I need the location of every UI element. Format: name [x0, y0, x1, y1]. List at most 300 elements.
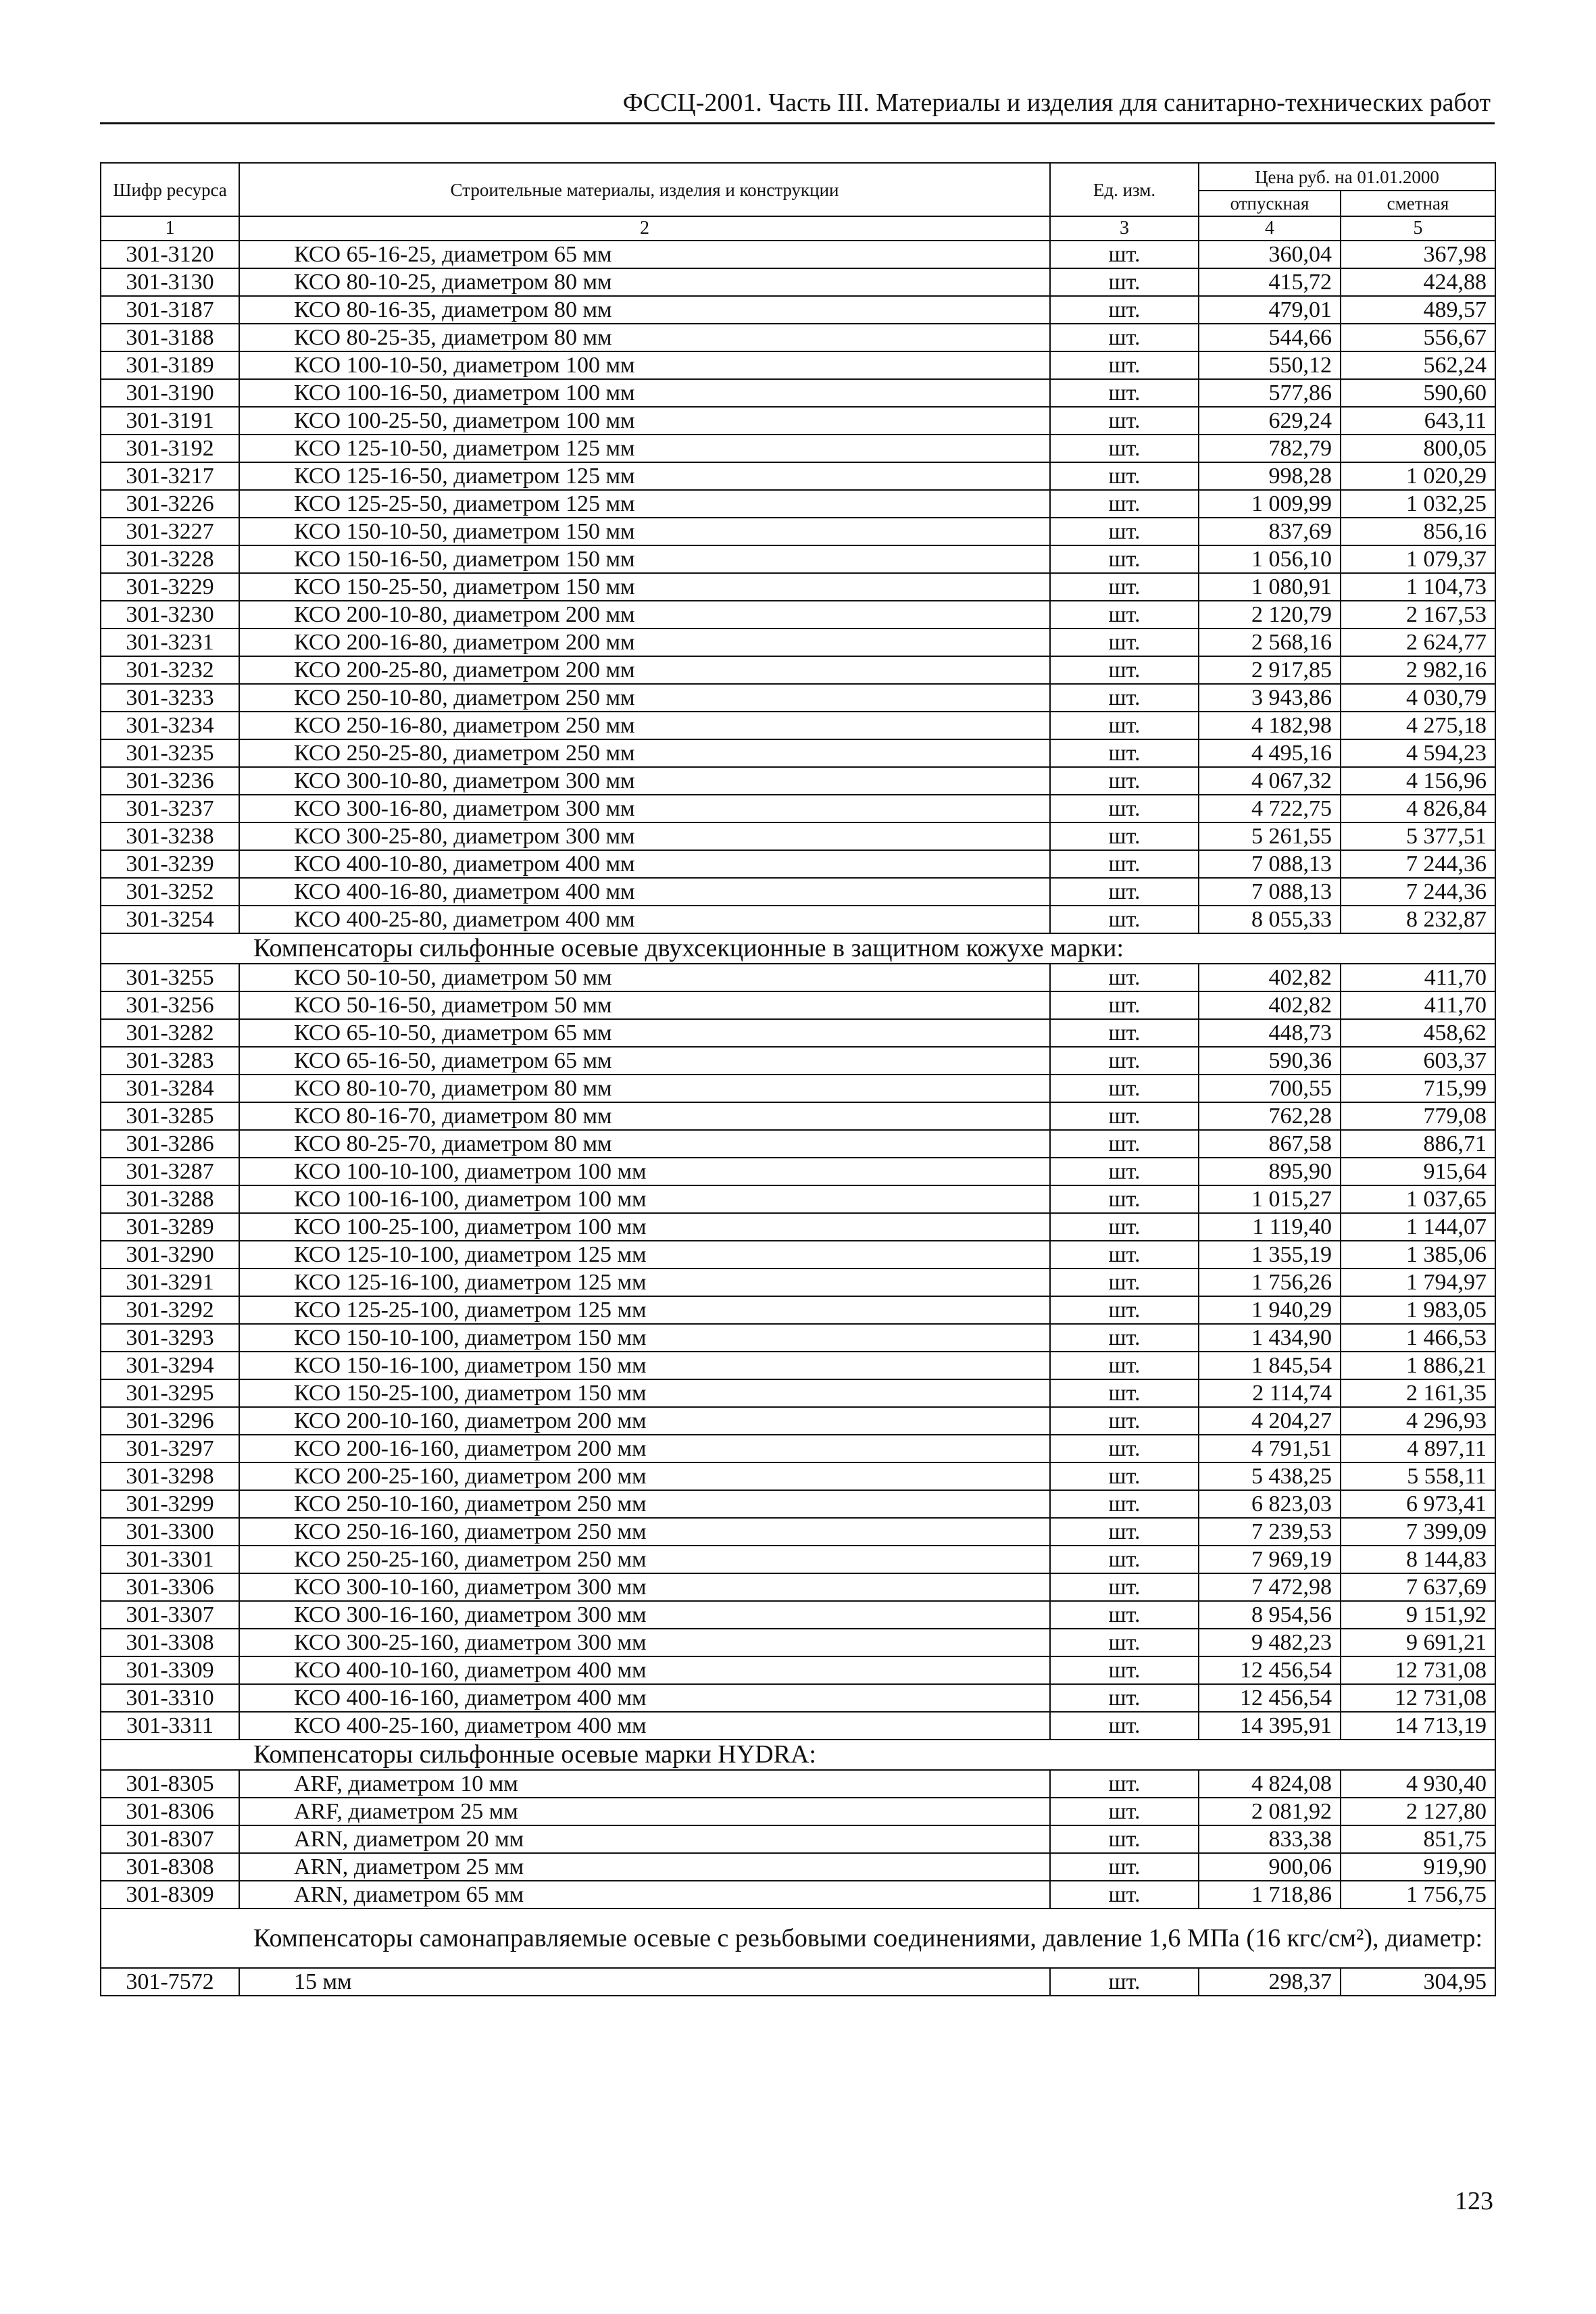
unit-cell: шт. — [1050, 324, 1199, 351]
unit-cell: шт. — [1050, 1324, 1199, 1352]
release-price-cell: 2 568,16 — [1199, 629, 1341, 656]
release-price-cell: 544,66 — [1199, 324, 1341, 351]
unit-cell: шт. — [1050, 1853, 1199, 1881]
resource-code-cell: 301-3229 — [101, 573, 239, 601]
resource-code-cell: 301-3254 — [101, 906, 239, 933]
resource-code-cell: 301-3310 — [101, 1684, 239, 1712]
unit-cell: шт. — [1050, 1241, 1199, 1269]
material-name-cell: КСО 100-10-50, диаметром 100 мм — [239, 351, 1050, 379]
unit-cell: шт. — [1050, 490, 1199, 518]
unit-cell: шт. — [1050, 241, 1199, 268]
estimate-price-cell: 851,75 — [1341, 1825, 1495, 1853]
table-row — [101, 1462, 1495, 1490]
release-price-cell: 3 943,86 — [1199, 684, 1341, 712]
material-name-cell: КСО 80-16-70, диаметром 80 мм — [239, 1102, 1050, 1130]
table-row — [101, 1712, 1495, 1740]
material-name-cell: КСО 200-16-80, диаметром 200 мм — [239, 629, 1050, 656]
table-row — [101, 1269, 1495, 1296]
resource-code-cell: 301-3231 — [101, 629, 239, 656]
release-price-cell: 402,82 — [1199, 964, 1341, 991]
material-name-cell: КСО 65-16-25, диаметром 65 мм — [239, 241, 1050, 268]
resource-code-cell: 301-3217 — [101, 462, 239, 490]
table-row — [101, 1629, 1495, 1656]
material-name-cell: КСО 80-25-35, диаметром 80 мм — [239, 324, 1050, 351]
release-price-cell: 1 080,91 — [1199, 573, 1341, 601]
resource-code-cell: 301-3311 — [101, 1712, 239, 1740]
release-price-cell: 14 395,91 — [1199, 1712, 1341, 1740]
unit-cell: шт. — [1050, 435, 1199, 462]
material-name-cell: КСО 100-10-100, диаметром 100 мм — [239, 1158, 1050, 1185]
header-unit: Ед. изм. — [1050, 163, 1199, 216]
estimate-price-cell: 489,57 — [1341, 296, 1495, 324]
table-row — [101, 462, 1495, 490]
material-name-cell: КСО 150-16-100, диаметром 150 мм — [239, 1352, 1050, 1379]
release-price-cell: 590,36 — [1199, 1047, 1341, 1075]
material-name-cell: КСО 200-16-160, диаметром 200 мм — [239, 1435, 1050, 1462]
release-price-cell: 5 438,25 — [1199, 1462, 1341, 1490]
release-price-cell: 900,06 — [1199, 1853, 1341, 1881]
material-name-cell: КСО 80-16-35, диаметром 80 мм — [239, 296, 1050, 324]
unit-cell: шт. — [1050, 795, 1199, 822]
table-row — [101, 1770, 1495, 1798]
table-row — [101, 1435, 1495, 1462]
unit-cell: шт. — [1050, 518, 1199, 545]
unit-cell: шт. — [1050, 629, 1199, 656]
release-price-cell: 8 055,33 — [1199, 906, 1341, 933]
estimate-price-cell: 856,16 — [1341, 518, 1495, 545]
material-name-cell: КСО 250-16-80, диаметром 250 мм — [239, 712, 1050, 739]
release-price-cell: 782,79 — [1199, 435, 1341, 462]
resource-code-cell: 301-3189 — [101, 351, 239, 379]
estimate-price-cell: 2 982,16 — [1341, 656, 1495, 684]
table-row — [101, 1379, 1495, 1407]
table-row — [101, 351, 1495, 379]
resource-code-cell: 301-8306 — [101, 1798, 239, 1825]
material-name-cell: КСО 150-25-50, диаметром 150 мм — [239, 573, 1050, 601]
table-row — [101, 1573, 1495, 1601]
resource-code-cell: 301-3282 — [101, 1019, 239, 1047]
table-row — [101, 1684, 1495, 1712]
release-price-cell: 7 472,98 — [1199, 1573, 1341, 1601]
material-name-cell: КСО 150-25-100, диаметром 150 мм — [239, 1379, 1050, 1407]
release-price-cell: 4 722,75 — [1199, 795, 1341, 822]
resource-code-cell: 301-3286 — [101, 1130, 239, 1158]
material-name-cell: КСО 125-25-50, диаметром 125 мм — [239, 490, 1050, 518]
column-number: 5 — [1341, 216, 1495, 241]
table-row — [101, 241, 1495, 268]
resource-code-cell: 301-3289 — [101, 1213, 239, 1241]
column-number: 4 — [1199, 216, 1341, 241]
resource-code-cell: 301-3228 — [101, 545, 239, 573]
estimate-price-cell: 915,64 — [1341, 1158, 1495, 1185]
material-name-cell: КСО 400-25-160, диаметром 400 мм — [239, 1712, 1050, 1740]
unit-cell: шт. — [1050, 462, 1199, 490]
estimate-price-cell: 4 897,11 — [1341, 1435, 1495, 1462]
table-row — [101, 490, 1495, 518]
release-price-cell: 4 791,51 — [1199, 1435, 1341, 1462]
resource-code-cell: 301-3130 — [101, 268, 239, 296]
table-header-row — [101, 163, 1495, 191]
material-name-cell: КСО 125-10-100, диаметром 125 мм — [239, 1241, 1050, 1269]
estimate-price-cell: 4 594,23 — [1341, 739, 1495, 767]
estimate-price-cell: 4 930,40 — [1341, 1770, 1495, 1798]
resource-code-cell: 301-3237 — [101, 795, 239, 822]
estimate-price-cell: 8 144,83 — [1341, 1546, 1495, 1573]
table-row — [101, 1047, 1495, 1075]
release-price-cell: 12 456,54 — [1199, 1656, 1341, 1684]
release-price-cell: 9 482,23 — [1199, 1629, 1341, 1656]
estimate-price-cell: 8 232,87 — [1341, 906, 1495, 933]
unit-cell: шт. — [1050, 1352, 1199, 1379]
release-price-cell: 700,55 — [1199, 1075, 1341, 1102]
estimate-price-cell: 1 756,75 — [1341, 1881, 1495, 1909]
header-rule — [100, 122, 1495, 124]
material-name-cell: ARF, диаметром 10 мм — [239, 1770, 1050, 1798]
unit-cell: шт. — [1050, 1407, 1199, 1435]
estimate-price-cell: 7 399,09 — [1341, 1518, 1495, 1546]
estimate-price-cell: 1 886,21 — [1341, 1352, 1495, 1379]
resource-code-cell: 301-3293 — [101, 1324, 239, 1352]
table-row — [101, 1185, 1495, 1213]
material-name-cell: КСО 80-25-70, диаметром 80 мм — [239, 1130, 1050, 1158]
table-row — [101, 1158, 1495, 1185]
release-price-cell: 1 845,54 — [1199, 1352, 1341, 1379]
table-row — [101, 1102, 1495, 1130]
release-price-cell: 360,04 — [1199, 241, 1341, 268]
unit-cell: шт. — [1050, 822, 1199, 850]
release-price-cell: 1 015,27 — [1199, 1185, 1341, 1213]
material-name-cell: ARN, диаметром 20 мм — [239, 1825, 1050, 1853]
table-row — [101, 435, 1495, 462]
unit-cell: шт. — [1050, 1462, 1199, 1490]
table-row — [101, 1352, 1495, 1379]
material-name-cell: КСО 400-16-80, диаметром 400 мм — [239, 878, 1050, 906]
unit-cell: шт. — [1050, 906, 1199, 933]
material-name-cell: КСО 300-16-80, диаметром 300 мм — [239, 795, 1050, 822]
release-price-cell: 7 088,13 — [1199, 850, 1341, 878]
unit-cell: шт. — [1050, 1379, 1199, 1407]
estimate-price-cell: 367,98 — [1341, 241, 1495, 268]
estimate-price-cell: 590,60 — [1341, 379, 1495, 407]
material-name-cell: КСО 100-16-100, диаметром 100 мм — [239, 1185, 1050, 1213]
release-price-cell: 402,82 — [1199, 991, 1341, 1019]
estimate-price-cell: 304,95 — [1341, 1968, 1495, 1996]
estimate-price-cell: 779,08 — [1341, 1102, 1495, 1130]
release-price-cell: 550,12 — [1199, 351, 1341, 379]
estimate-price-cell: 7 244,36 — [1341, 878, 1495, 906]
resource-code-cell: 301-3192 — [101, 435, 239, 462]
release-price-cell: 2 917,85 — [1199, 656, 1341, 684]
table-row — [101, 545, 1495, 573]
unit-cell: шт. — [1050, 1490, 1199, 1518]
table-row — [101, 767, 1495, 795]
table-row — [101, 906, 1495, 933]
resource-code-cell: 301-3235 — [101, 739, 239, 767]
release-price-cell: 1 756,26 — [1199, 1269, 1341, 1296]
section-title: Компенсаторы сильфонные осевые марки HYDRA: — [101, 1740, 1495, 1770]
section-heading-row — [101, 1909, 1495, 1968]
table-row — [101, 629, 1495, 656]
unit-cell: шт. — [1050, 1019, 1199, 1047]
release-price-cell: 762,28 — [1199, 1102, 1341, 1130]
material-name-cell: КСО 65-10-50, диаметром 65 мм — [239, 1019, 1050, 1047]
resource-code-cell: 301-8308 — [101, 1853, 239, 1881]
material-name-cell: КСО 50-10-50, диаметром 50 мм — [239, 964, 1050, 991]
resource-code-cell: 301-3291 — [101, 1269, 239, 1296]
estimate-price-cell: 4 156,96 — [1341, 767, 1495, 795]
resource-code-cell: 301-3307 — [101, 1601, 239, 1629]
resource-code-cell: 301-3230 — [101, 601, 239, 629]
table-row — [101, 850, 1495, 878]
release-price-cell: 998,28 — [1199, 462, 1341, 490]
release-price-cell: 1 940,29 — [1199, 1296, 1341, 1324]
table-row — [101, 573, 1495, 601]
unit-cell: шт. — [1050, 601, 1199, 629]
estimate-price-cell: 919,90 — [1341, 1853, 1495, 1881]
estimate-price-cell: 1 079,37 — [1341, 545, 1495, 573]
resource-code-cell: 301-3300 — [101, 1518, 239, 1546]
release-price-cell: 1 119,40 — [1199, 1213, 1341, 1241]
unit-cell: шт. — [1050, 1798, 1199, 1825]
table-row — [101, 1546, 1495, 1573]
resource-code-cell: 301-3287 — [101, 1158, 239, 1185]
table-row — [101, 1407, 1495, 1435]
header-price: Цена руб. на 01.01.2000 — [1199, 163, 1495, 191]
table-row — [101, 1075, 1495, 1102]
material-name-cell: КСО 300-25-80, диаметром 300 мм — [239, 822, 1050, 850]
resource-code-cell: 301-3283 — [101, 1047, 239, 1075]
release-price-cell: 629,24 — [1199, 407, 1341, 435]
release-price-cell: 4 204,27 — [1199, 1407, 1341, 1435]
table-row — [101, 1825, 1495, 1853]
release-price-cell: 4 182,98 — [1199, 712, 1341, 739]
estimate-price-cell: 603,37 — [1341, 1047, 1495, 1075]
material-name-cell: КСО 400-10-160, диаметром 400 мм — [239, 1656, 1050, 1684]
table-row — [101, 518, 1495, 545]
resource-code-cell: 301-3226 — [101, 490, 239, 518]
estimate-price-cell: 1 794,97 — [1341, 1269, 1495, 1296]
release-price-cell: 4 495,16 — [1199, 739, 1341, 767]
material-name-cell: КСО 50-16-50, диаметром 50 мм — [239, 991, 1050, 1019]
release-price-cell: 12 456,54 — [1199, 1684, 1341, 1712]
material-name-cell: КСО 400-25-80, диаметром 400 мм — [239, 906, 1050, 933]
unit-cell: шт. — [1050, 1102, 1199, 1130]
estimate-price-cell: 1 032,25 — [1341, 490, 1495, 518]
unit-cell: шт. — [1050, 1601, 1199, 1629]
release-price-cell: 298,37 — [1199, 1968, 1341, 1996]
estimate-price-cell: 458,62 — [1341, 1019, 1495, 1047]
resource-code-cell: 301-3191 — [101, 407, 239, 435]
table-row — [101, 684, 1495, 712]
page-number: 123 — [1455, 2187, 1493, 2215]
estimate-price-cell: 562,24 — [1341, 351, 1495, 379]
table-row — [101, 1213, 1495, 1241]
resource-code-cell: 301-3188 — [101, 324, 239, 351]
table-row — [101, 1656, 1495, 1684]
resource-code-cell: 301-3233 — [101, 684, 239, 712]
material-name-cell: КСО 200-25-160, диаметром 200 мм — [239, 1462, 1050, 1490]
release-price-cell: 1 056,10 — [1199, 545, 1341, 573]
estimate-price-cell: 12 731,08 — [1341, 1656, 1495, 1684]
unit-cell: шт. — [1050, 767, 1199, 795]
unit-cell: шт. — [1050, 1770, 1199, 1798]
material-name-cell: КСО 125-16-50, диаметром 125 мм — [239, 462, 1050, 490]
table-row — [101, 601, 1495, 629]
estimate-price-cell: 4 826,84 — [1341, 795, 1495, 822]
resource-code-cell: 301-3256 — [101, 991, 239, 1019]
table-row — [101, 1601, 1495, 1629]
resource-code-cell: 301-3292 — [101, 1296, 239, 1324]
release-price-cell: 6 823,03 — [1199, 1490, 1341, 1518]
table-row — [101, 712, 1495, 739]
table-row — [101, 1241, 1495, 1269]
table-row — [101, 1296, 1495, 1324]
header-name: Строительные материалы, изделия и конструкции — [239, 163, 1050, 216]
release-price-cell: 1 009,99 — [1199, 490, 1341, 518]
release-price-cell: 1 718,86 — [1199, 1881, 1341, 1909]
estimate-price-cell: 715,99 — [1341, 1075, 1495, 1102]
material-name-cell: ARN, диаметром 25 мм — [239, 1853, 1050, 1881]
resource-code-cell: 301-3309 — [101, 1656, 239, 1684]
resource-code-cell: 301-3234 — [101, 712, 239, 739]
table-row — [101, 407, 1495, 435]
table-row — [101, 268, 1495, 296]
material-name-cell: КСО 300-25-160, диаметром 300 мм — [239, 1629, 1050, 1656]
table-row — [101, 1518, 1495, 1546]
estimate-price-cell: 1 104,73 — [1341, 573, 1495, 601]
resource-code-cell: 301-3236 — [101, 767, 239, 795]
unit-cell: шт. — [1050, 407, 1199, 435]
estimate-price-cell: 9 151,92 — [1341, 1601, 1495, 1629]
estimate-price-cell: 6 973,41 — [1341, 1490, 1495, 1518]
material-name-cell: КСО 150-16-50, диаметром 150 мм — [239, 545, 1050, 573]
release-price-cell: 2 114,74 — [1199, 1379, 1341, 1407]
unit-cell: шт. — [1050, 964, 1199, 991]
material-name-cell: КСО 100-16-50, диаметром 100 мм — [239, 379, 1050, 407]
material-name-cell: КСО 300-10-160, диаметром 300 мм — [239, 1573, 1050, 1601]
column-number: 2 — [239, 216, 1050, 241]
unit-cell: шт. — [1050, 1825, 1199, 1853]
resource-code-cell: 301-3296 — [101, 1407, 239, 1435]
unit-cell: шт. — [1050, 1546, 1199, 1573]
resource-code-cell: 301-3255 — [101, 964, 239, 991]
estimate-price-cell: 1 020,29 — [1341, 462, 1495, 490]
unit-cell: шт. — [1050, 1968, 1199, 1996]
estimate-price-cell: 12 731,08 — [1341, 1684, 1495, 1712]
column-numbers-row — [101, 216, 1495, 241]
unit-cell: шт. — [1050, 1130, 1199, 1158]
table-row — [101, 656, 1495, 684]
unit-cell: шт. — [1050, 1712, 1199, 1740]
material-name-cell: КСО 250-16-160, диаметром 250 мм — [239, 1518, 1050, 1546]
section-heading-row — [101, 1740, 1495, 1770]
resource-code-cell: 301-3301 — [101, 1546, 239, 1573]
unit-cell: шт. — [1050, 1185, 1199, 1213]
unit-cell: шт. — [1050, 1158, 1199, 1185]
material-name-cell: КСО 150-10-50, диаметром 150 мм — [239, 518, 1050, 545]
resource-code-cell: 301-3308 — [101, 1629, 239, 1656]
unit-cell: шт. — [1050, 1075, 1199, 1102]
material-name-cell: КСО 400-10-80, диаметром 400 мм — [239, 850, 1050, 878]
estimate-price-cell: 411,70 — [1341, 964, 1495, 991]
estimate-price-cell: 800,05 — [1341, 435, 1495, 462]
unit-cell: шт. — [1050, 1213, 1199, 1241]
material-name-cell: КСО 400-16-160, диаметром 400 мм — [239, 1684, 1050, 1712]
unit-cell: шт. — [1050, 1684, 1199, 1712]
table-row — [101, 964, 1495, 991]
estimate-price-cell: 1 466,53 — [1341, 1324, 1495, 1352]
estimate-price-cell: 2 161,35 — [1341, 1379, 1495, 1407]
resource-code-cell: 301-3288 — [101, 1185, 239, 1213]
resource-code-cell: 301-3238 — [101, 822, 239, 850]
unit-cell: шт. — [1050, 1573, 1199, 1601]
unit-cell: шт. — [1050, 712, 1199, 739]
unit-cell: шт. — [1050, 850, 1199, 878]
release-price-cell: 448,73 — [1199, 1019, 1341, 1047]
material-name-cell: КСО 250-25-160, диаметром 250 мм — [239, 1546, 1050, 1573]
estimate-price-cell: 14 713,19 — [1341, 1712, 1495, 1740]
estimate-price-cell: 1 983,05 — [1341, 1296, 1495, 1324]
estimate-price-cell: 886,71 — [1341, 1130, 1495, 1158]
material-name-cell: КСО 80-10-70, диаметром 80 мм — [239, 1075, 1050, 1102]
release-price-cell: 833,38 — [1199, 1825, 1341, 1853]
resource-code-cell: 301-3294 — [101, 1352, 239, 1379]
header-release-price: отпускная — [1199, 191, 1341, 216]
header-code: Шифр ресурса — [101, 163, 239, 216]
resource-code-cell: 301-3120 — [101, 241, 239, 268]
unit-cell: шт. — [1050, 296, 1199, 324]
unit-cell: шт. — [1050, 878, 1199, 906]
section-heading-row — [101, 933, 1495, 964]
table-row — [101, 1881, 1495, 1909]
resource-code-cell: 301-8305 — [101, 1770, 239, 1798]
resource-code-cell: 301-3306 — [101, 1573, 239, 1601]
release-price-cell: 4 824,08 — [1199, 1770, 1341, 1798]
running-header: ФССЦ-2001. Часть III. Материалы и изделия для санитарно-технических работ — [622, 89, 1491, 117]
material-name-cell: КСО 200-10-160, диаметром 200 мм — [239, 1407, 1050, 1435]
estimate-price-cell: 9 691,21 — [1341, 1629, 1495, 1656]
estimate-price-cell: 1 385,06 — [1341, 1241, 1495, 1269]
table-row — [101, 296, 1495, 324]
table-row — [101, 878, 1495, 906]
material-name-cell: КСО 200-10-80, диаметром 200 мм — [239, 601, 1050, 629]
price-table — [100, 162, 1496, 1996]
material-name-cell: КСО 80-10-25, диаметром 80 мм — [239, 268, 1050, 296]
release-price-cell: 4 067,32 — [1199, 767, 1341, 795]
estimate-price-cell: 2 624,77 — [1341, 629, 1495, 656]
release-price-cell: 895,90 — [1199, 1158, 1341, 1185]
table-row — [101, 1019, 1495, 1047]
release-price-cell: 577,86 — [1199, 379, 1341, 407]
estimate-price-cell: 7 244,36 — [1341, 850, 1495, 878]
estimate-price-cell: 4 275,18 — [1341, 712, 1495, 739]
table-row — [101, 739, 1495, 767]
release-price-cell: 867,58 — [1199, 1130, 1341, 1158]
material-name-cell: ARN, диаметром 65 мм — [239, 1881, 1050, 1909]
resource-code-cell: 301-8307 — [101, 1825, 239, 1853]
column-number: 3 — [1050, 216, 1199, 241]
material-name-cell: КСО 250-10-80, диаметром 250 мм — [239, 684, 1050, 712]
material-name-cell: КСО 300-10-80, диаметром 300 мм — [239, 767, 1050, 795]
estimate-price-cell: 5 377,51 — [1341, 822, 1495, 850]
material-name-cell: КСО 250-25-80, диаметром 250 мм — [239, 739, 1050, 767]
estimate-price-cell: 2 127,80 — [1341, 1798, 1495, 1825]
resource-code-cell: 301-3299 — [101, 1490, 239, 1518]
table-row — [101, 1853, 1495, 1881]
estimate-price-cell: 2 167,53 — [1341, 601, 1495, 629]
estimate-price-cell: 5 558,11 — [1341, 1462, 1495, 1490]
table-row — [101, 822, 1495, 850]
